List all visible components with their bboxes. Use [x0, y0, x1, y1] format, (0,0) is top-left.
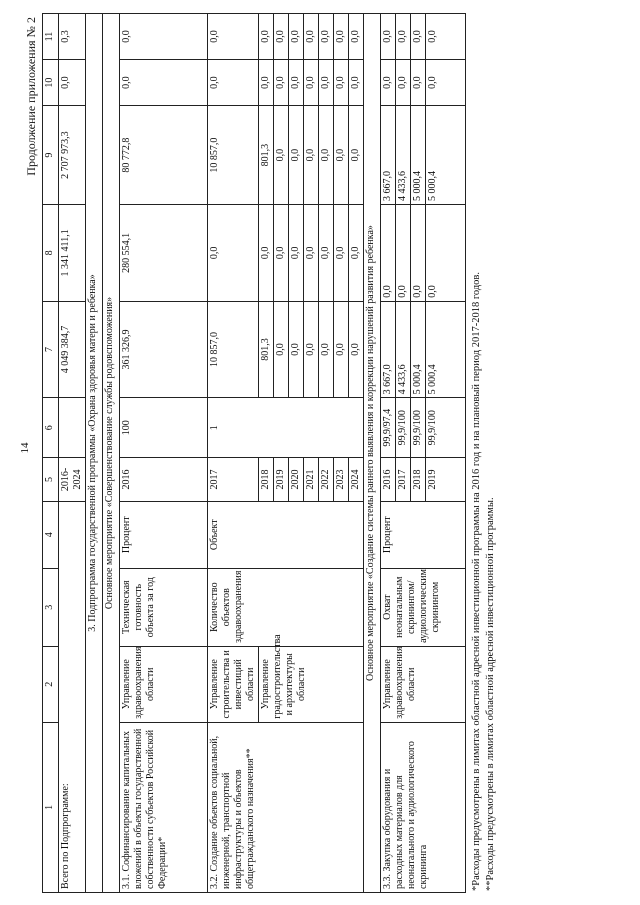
- c10: 0,0: [396, 59, 411, 105]
- c11: 0,0: [274, 13, 289, 59]
- c8: 0,0: [396, 204, 411, 301]
- executor: Управление здравоохранения области: [120, 646, 208, 722]
- c9: 801,3: [259, 105, 274, 204]
- col-header: 4: [43, 501, 59, 568]
- table-row-3-1: [120, 13, 208, 892]
- main-activity-row: [364, 13, 381, 892]
- executor: Управление здравоохранения области: [381, 646, 466, 722]
- c8: 0,0: [289, 204, 304, 301]
- col-header: 8: [43, 204, 59, 301]
- c10: 0,0: [208, 59, 259, 105]
- c10: 0,0: [426, 59, 466, 105]
- subprogram-row: [86, 13, 103, 892]
- c8: 0,0: [274, 204, 289, 301]
- c8: 0,0: [319, 204, 334, 301]
- year: 2023: [334, 457, 349, 501]
- c11: 0,0: [289, 13, 304, 59]
- unit: Процент: [381, 501, 466, 568]
- value: 100: [120, 397, 208, 457]
- value: 99,9/97,4: [381, 397, 396, 457]
- col-header: 11: [43, 13, 59, 59]
- c10: 0,0: [349, 59, 364, 105]
- page-number: 14: [19, 442, 31, 454]
- c10: 0,0: [381, 59, 396, 105]
- c11: 0,0: [411, 13, 426, 59]
- main-activity-1: Основное мероприятие «Совершенствование службы родовспоможения»: [103, 13, 120, 892]
- c7: 0,0: [349, 301, 364, 398]
- c9: 0,0: [349, 105, 364, 204]
- c7: 0,0: [304, 301, 319, 398]
- footnote-2: **Расходы предусмотрены в лимитах областной адресной инвестиционной программы.: [485, 496, 497, 891]
- col-header: 1: [43, 722, 59, 892]
- total-row: [59, 13, 86, 892]
- year: 2019: [274, 457, 289, 501]
- total-c11: 0,3: [59, 13, 86, 59]
- c11: 0,0: [349, 13, 364, 59]
- c11: 0,0: [381, 13, 396, 59]
- c8: 280 554,1: [120, 204, 208, 301]
- c7: 5 000,4: [426, 301, 466, 398]
- year: 2016: [381, 457, 396, 501]
- header-row: [43, 13, 59, 892]
- c9: 0,0: [334, 105, 349, 204]
- col-header: 5: [43, 457, 59, 501]
- c8: 0,0: [208, 204, 259, 301]
- c10: 0,0: [304, 59, 319, 105]
- year: 2017: [396, 457, 411, 501]
- c11: 0,0: [304, 13, 319, 59]
- col-header: 2: [43, 646, 59, 722]
- main-activity-row: [103, 13, 120, 892]
- c7: 10 857,0: [208, 301, 259, 398]
- c10: 0,0: [274, 59, 289, 105]
- table-row-3-2: [208, 13, 259, 892]
- c7: 801,3: [259, 301, 274, 398]
- year: 2018: [259, 457, 274, 501]
- total-label: Всего по Подпрограмме:: [59, 501, 86, 892]
- col-header: 3: [43, 568, 59, 646]
- main-activity-2: Основное мероприятие «Создание системы раннего выявления и коррекции нарушений развития ребенка»: [364, 13, 381, 892]
- total-c10: 0,0: [59, 59, 86, 105]
- footnote-1: *Расходы предусмотрены в лимитах областной адресной инвестиционной программы на 2016 год и на плановый период 2017-2018 годов.: [471, 271, 482, 891]
- year: 2020: [289, 457, 304, 501]
- activity-name: 3.1. Софинансирование капитальных вложений в объекты государственной собственности субъектов Российской Федерации*: [120, 722, 208, 892]
- c8: 0,0: [259, 204, 274, 301]
- c9: 80 772,8: [120, 105, 208, 204]
- c10: 0,0: [289, 59, 304, 105]
- year: 2021: [304, 457, 319, 501]
- value: 1: [208, 397, 364, 457]
- c8: 0,0: [349, 204, 364, 301]
- c10: 0,0: [259, 59, 274, 105]
- year: 2022: [319, 457, 334, 501]
- table-row-3-3: [381, 13, 396, 892]
- unit: Процент: [120, 501, 208, 568]
- total-c9: 2 707 973,3: [59, 105, 86, 204]
- c7: 0,0: [319, 301, 334, 398]
- c7: 0,0: [334, 301, 349, 398]
- c9: 4 433,6: [396, 105, 411, 204]
- c8: 0,0: [304, 204, 319, 301]
- c11: 0,0: [208, 13, 259, 59]
- total-c7: 4 049 384,7: [59, 301, 86, 398]
- year: 2016: [120, 457, 208, 501]
- c8: 0,0: [381, 204, 396, 301]
- c7: 0,0: [289, 301, 304, 398]
- year: 2024: [349, 457, 364, 501]
- c8: 0,0: [411, 204, 426, 301]
- year: 2019: [426, 457, 466, 501]
- c9: 5 000,4: [411, 105, 426, 204]
- col-header: 9: [43, 105, 59, 204]
- col-header: 7: [43, 301, 59, 398]
- value: 99,9/100: [426, 397, 466, 457]
- value: 99,9/100: [411, 397, 426, 457]
- c7: 0,0: [274, 301, 289, 398]
- indicator: Охват неонатальным скринингом/ аудиологическим скринингом: [381, 568, 466, 646]
- c11: 0,0: [334, 13, 349, 59]
- year: 2017: [208, 457, 259, 501]
- activity-name: 3.3. Закупка оборудования и расходных материалов для неонатального и аудиологического скрининга: [381, 722, 466, 892]
- c7: 4 433,6: [396, 301, 411, 398]
- continuation-label: Продолжение приложения № 2: [24, 16, 38, 176]
- c9: 3 667,0: [381, 105, 396, 204]
- c11: 0,0: [319, 13, 334, 59]
- col-header: 6: [43, 397, 59, 457]
- c9: 10 857,0: [208, 105, 259, 204]
- c11: 0,0: [396, 13, 411, 59]
- c8: 0,0: [334, 204, 349, 301]
- footnotes: [470, 13, 498, 893]
- c9: 0,0: [289, 105, 304, 204]
- c7: 361 326,9: [120, 301, 208, 398]
- c11: 0,0: [426, 13, 466, 59]
- activity-name: 3.2. Создание объектов социальной, инженерной, транспортной инфраструктуры и объектов общегражданского назначения**: [208, 722, 364, 892]
- c7: 3 667,0: [381, 301, 396, 398]
- indicator: Количество объектов здравоохранения: [208, 568, 364, 646]
- c9: 5 000,4: [426, 105, 466, 204]
- c10: 0,0: [120, 59, 208, 105]
- subprogram-title: 3. Подпрограмма государственной программы «Охрана здоровья матери и ребенка»: [86, 13, 103, 892]
- c10: 0,0: [334, 59, 349, 105]
- c7: 5 000,4: [411, 301, 426, 398]
- indicator: Техническая готовность объекта за год: [120, 568, 208, 646]
- c9: 0,0: [274, 105, 289, 204]
- total-period: 2016- 2024: [59, 457, 86, 501]
- col-header: 10: [43, 59, 59, 105]
- executor-2: Управление градостроительства и архитектуры области: [259, 646, 364, 722]
- value: 99,9/100: [396, 397, 411, 457]
- program-table: [42, 13, 466, 893]
- c8: 0,0: [426, 204, 466, 301]
- unit: Объект: [208, 501, 364, 568]
- c11: 0,0: [259, 13, 274, 59]
- year: 2018: [411, 457, 426, 501]
- c10: 0,0: [411, 59, 426, 105]
- total-c8: 1 341 411,1: [59, 204, 86, 301]
- c9: 0,0: [319, 105, 334, 204]
- c9: 0,0: [304, 105, 319, 204]
- c11: 0,0: [120, 13, 208, 59]
- executor: Управление строительства и инвестиций области: [208, 646, 259, 722]
- rotated-page: [20, 13, 620, 893]
- c10: 0,0: [319, 59, 334, 105]
